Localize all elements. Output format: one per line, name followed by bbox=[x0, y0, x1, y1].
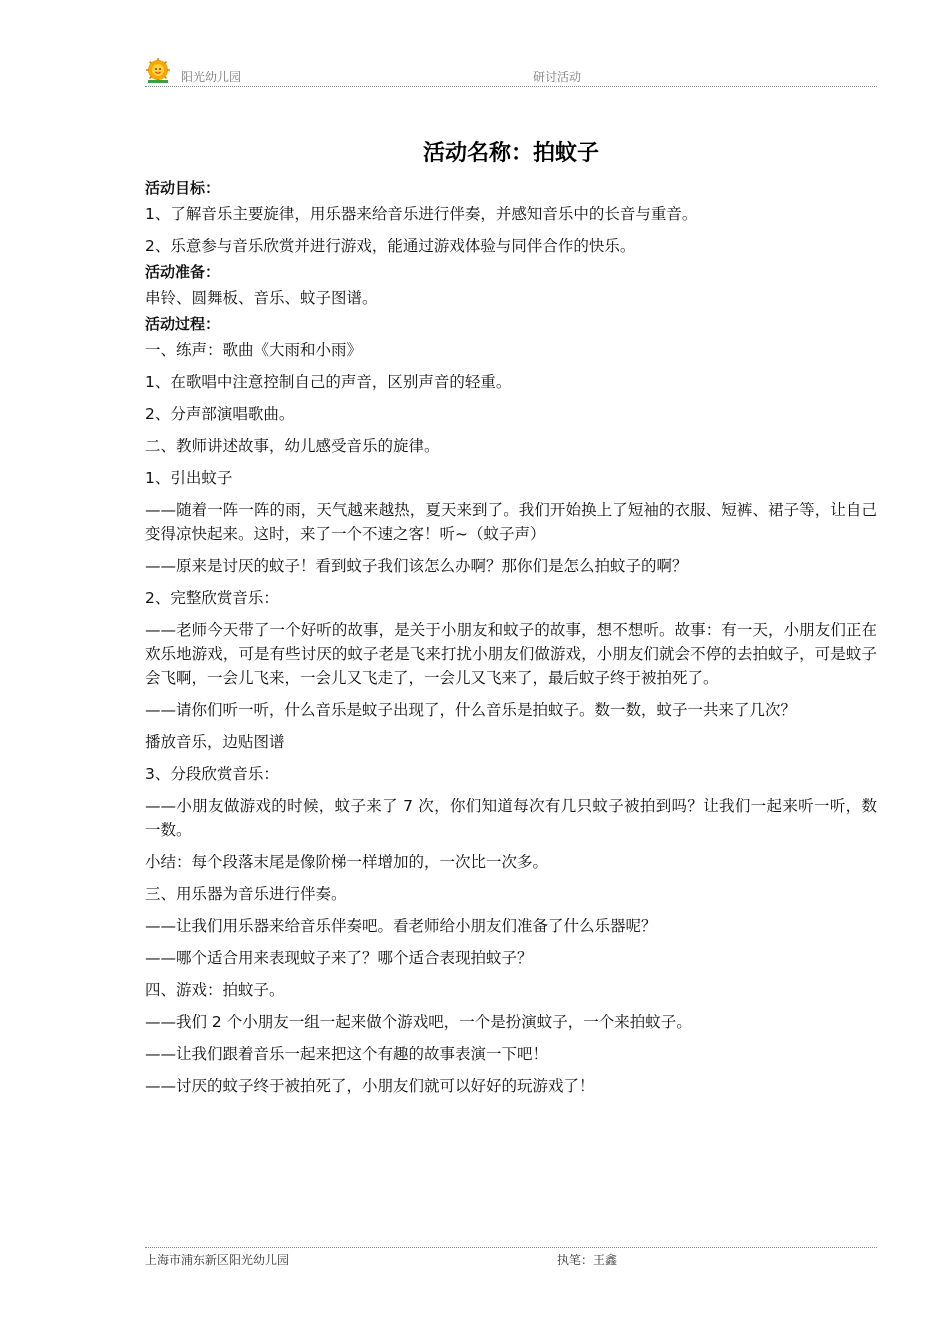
activity-title: 活动名称：拍蚊子 bbox=[422, 141, 599, 166]
header-org-name: 阳光幼儿园 bbox=[181, 70, 242, 84]
process-item: 1、引出蚊子 bbox=[145, 469, 233, 487]
process-item: 2、分声部演唱歌曲。 bbox=[145, 405, 295, 423]
goal-item: 1、了解音乐主要旋律，用乐器来给音乐进行伴奏，并感知音乐中的长音与重音。 bbox=[145, 205, 698, 223]
prep-heading: 活动准备： bbox=[145, 263, 221, 281]
process-item: 小结：每个段落末尾是像阶梯一样增加的，一次比一次多。 bbox=[145, 853, 549, 871]
process-item: ——让我们用乐器来给音乐伴奏吧。看老师给小朋友们准备了什么乐器呢？ bbox=[145, 917, 657, 935]
process-item: ——随着一阵一阵的雨，天气越来越热，夏天来到了。我们开始换上了短袖的衣服、短裤、裙子等，让自己变得凉快起来。这时，来了一个不速之客！听~（蚊子声） bbox=[145, 501, 877, 543]
footer-author: 执笔：王鑫 bbox=[557, 1253, 618, 1267]
document-body bbox=[145, 176, 877, 1106]
goal-item: 2、乐意参与音乐欣赏并进行游戏，能通过游戏体验与同伴合作的快乐。 bbox=[145, 237, 636, 255]
process-item: 四、游戏：拍蚊子。 bbox=[145, 981, 285, 999]
goals-heading: 活动目标： bbox=[145, 179, 221, 197]
process-item: 三、用乐器为音乐进行伴奏。 bbox=[145, 885, 347, 903]
page-footer bbox=[145, 1247, 877, 1268]
footer-org-name: 上海市浦东新区阳光幼儿园 bbox=[145, 1253, 290, 1267]
process-item: ——我们 2 个小朋友一组一起来做个游戏吧，一个是扮演蚊子，一个来拍蚊子。 bbox=[145, 1013, 692, 1031]
process-item: 1、在歌唱中注意控制自己的声音，区别声音的轻重。 bbox=[145, 373, 512, 391]
process-item: ——哪个适合用来表现蚊子来了？哪个适合表现拍蚊子？ bbox=[145, 949, 533, 967]
page-header bbox=[145, 58, 877, 87]
process-item: 一、练声：歌曲《大雨和小雨》 bbox=[145, 341, 363, 359]
process-heading: 活动过程： bbox=[145, 315, 221, 333]
header-category: 研讨活动 bbox=[533, 70, 582, 84]
process-item: 二、教师讲述故事，幼儿感受音乐的旋律。 bbox=[145, 437, 440, 455]
process-item: 3、分段欣赏音乐： bbox=[145, 765, 279, 783]
process-item: ——请你们听一听，什么音乐是蚊子出现了，什么音乐是拍蚊子。数一数，蚊子一共来了几次？ bbox=[145, 701, 797, 719]
process-item: 2、完整欣赏音乐： bbox=[145, 589, 279, 607]
process-item: ——让我们跟着音乐一起来把这个有趣的故事表演一下吧！ bbox=[145, 1045, 549, 1063]
process-item: 播放音乐，边贴图谱 bbox=[145, 733, 285, 751]
sun-logo-icon bbox=[145, 58, 171, 84]
process-item: ——原来是讨厌的蚊子！看到蚊子我们该怎么办啊？那你们是怎么拍蚊子的啊？ bbox=[145, 557, 688, 575]
process-item: ——老师今天带了一个好听的故事，是关于小朋友和蚊子的故事，想不想听。故事：有一天，小朋友们正在欢乐地游戏，可是有些讨厌的蚊子老是飞来打扰小朋友们做游戏，小朋友们就会不停的去拍蚊子，可是蚊子会飞啊，一会儿飞来，一会儿又飞走了，一会儿又飞来了，最后蚊子终于被拍死了。 bbox=[145, 621, 877, 687]
prep-text: 串铃、圆舞板、音乐、蚊子图谱。 bbox=[145, 289, 378, 307]
process-item: ——讨厌的蚊子终于被拍死了，小朋友们就可以好好的玩游戏了！ bbox=[145, 1077, 595, 1095]
process-item: ——小朋友做游戏的时候，蚊子来了 7 次，你们知道每次有几只蚊子被拍到吗？让我们一起来听一听，数一数。 bbox=[145, 797, 877, 839]
